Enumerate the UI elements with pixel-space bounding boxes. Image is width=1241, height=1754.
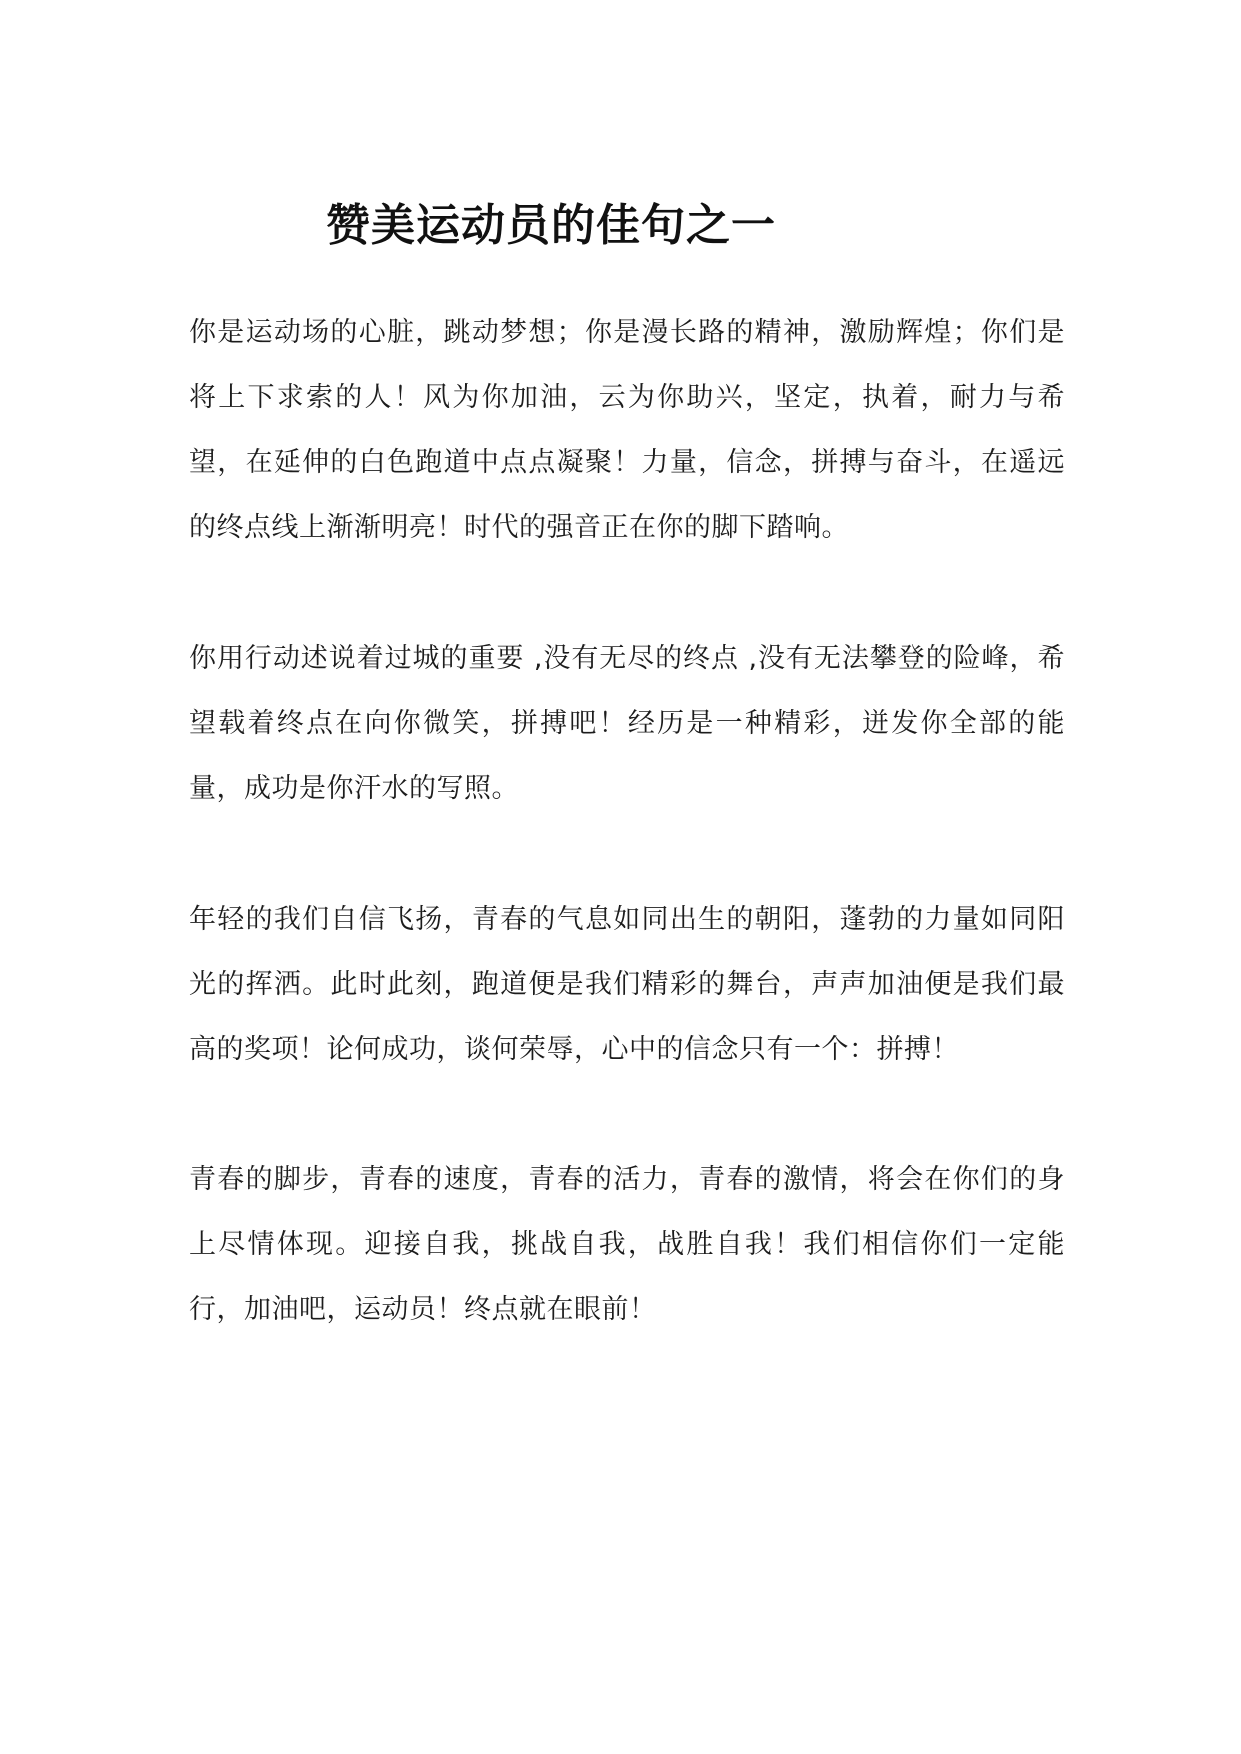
paragraph-1: 你是运动场的心脏，跳动梦想；你是漫长路的精神，激励辉煌；你们是将上下求索的人！风为你加油，云为你助兴，坚定，执着，耐力与希望，在延伸的白色跑道中点点凝聚！力量，信念，拼搏与奋斗，在遥远的终点线上渐渐明亮！时代的强音正在你的脚下踏响。 [189,317,1065,543]
page-title: 赞美运动员的佳句之一 [326,200,776,251]
paragraph-2: 你用行动述说着过城的重要 ,没有无尽的终点 ,没有无法攀登的险峰，希望载着终点在向你微笑，拼搏吧！经历是一种精彩，迸发你全部的能量，成功是你汗水的写照。 [189,643,1065,804]
paragraph-3: 年轻的我们自信飞扬，青春的气息如同出生的朝阳，蓬勃的力量如同阳光的挥洒。此时此刻，跑道便是我们精彩的舞台，声声加油便是我们最高的奖项！论何成功，谈何荣辱，心中的信念只有一个：拼搏！ [189,904,1065,1065]
paragraph-4: 青春的脚步，青春的速度，青春的活力，青春的激情，将会在你们的身上尽情体现。迎接自我，挑战自我，战胜自我！我们相信你们一定能行，加油吧，运动员！终点就在眼前！ [189,1164,1065,1325]
